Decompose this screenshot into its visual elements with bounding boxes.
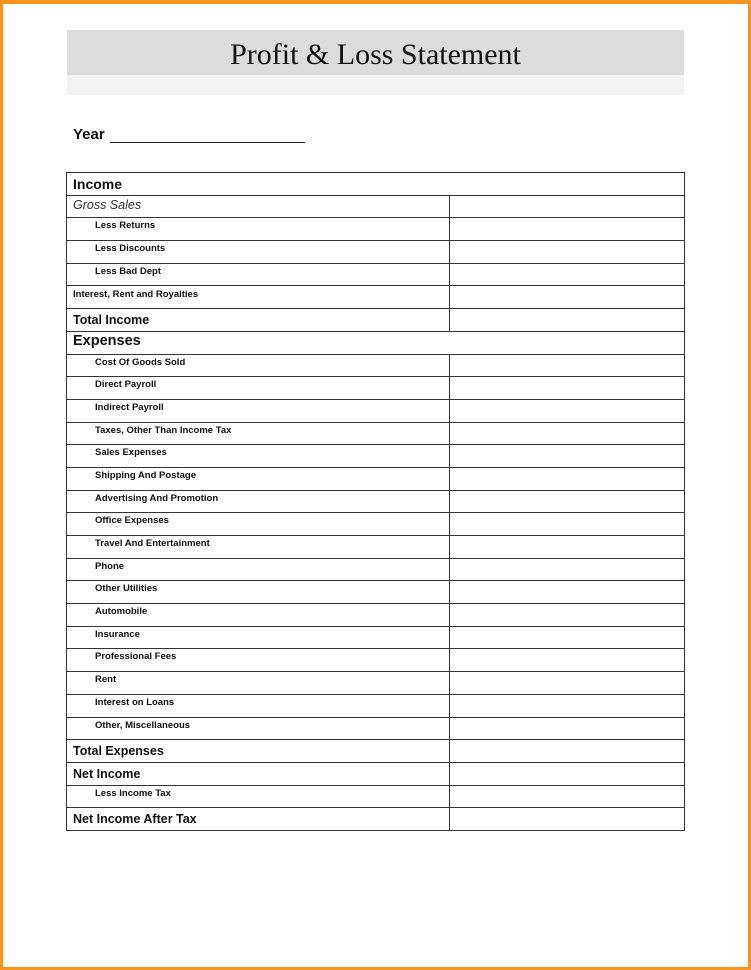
- table-row: [67, 558, 685, 581]
- less-income-tax-row: [67, 785, 685, 808]
- row-label: Professional Fees: [95, 651, 177, 663]
- year-input-line[interactable]: [110, 126, 305, 143]
- table-row: [67, 490, 685, 513]
- row-label: Other Utilities: [95, 583, 158, 595]
- value-cell[interactable]: [450, 513, 685, 536]
- title-band-top: [67, 30, 684, 75]
- row-label: Travel And Entertainment: [95, 538, 210, 549]
- net-after-tax-value[interactable]: [450, 808, 685, 831]
- less-income-tax-label: Less Income Tax: [95, 787, 171, 799]
- value-cell[interactable]: [450, 286, 685, 309]
- value-cell[interactable]: [450, 263, 685, 286]
- net-income-label: Net Income: [73, 766, 141, 781]
- value-cell[interactable]: [450, 626, 685, 649]
- table-row: [67, 422, 685, 445]
- row-label: Phone: [95, 560, 125, 572]
- year-field: [73, 126, 305, 143]
- row-label: Indirect Payroll: [95, 401, 164, 413]
- value-cell[interactable]: [450, 467, 685, 490]
- table-row: [67, 263, 685, 286]
- table-row: [67, 467, 685, 490]
- year-label: Year: [73, 126, 105, 143]
- total-expenses-label: Total Expenses: [73, 744, 164, 759]
- income-header-row: [67, 173, 685, 196]
- row-label: Interest, Rent and Royalties: [73, 289, 199, 301]
- row-label: Interest on Loans: [95, 696, 175, 708]
- value-cell[interactable]: [450, 354, 685, 377]
- expenses-header: Expenses: [73, 332, 141, 349]
- table-row: [67, 536, 685, 559]
- value-cell[interactable]: [450, 445, 685, 468]
- row-label: Less Discounts: [95, 243, 166, 255]
- row-label: Automobile: [95, 606, 148, 618]
- value-cell[interactable]: [450, 558, 685, 581]
- total-expenses-row: [67, 740, 685, 763]
- row-label: Cost Of Goods Sold: [95, 356, 186, 368]
- total-income-label: Total Income: [73, 313, 150, 328]
- value-cell[interactable]: [450, 536, 685, 559]
- net-after-tax-label: Net Income After Tax: [73, 812, 197, 827]
- table-row: [67, 354, 685, 377]
- total-income-row: [67, 309, 685, 332]
- net-income-row: [67, 762, 685, 785]
- table-row: [67, 513, 685, 536]
- title-band: [67, 30, 684, 95]
- income-header: Income: [73, 176, 123, 192]
- value-cell[interactable]: [450, 422, 685, 445]
- table-row: [67, 377, 685, 400]
- row-label: Advertising And Promotion: [95, 492, 219, 504]
- total-expenses-value[interactable]: [450, 740, 685, 763]
- value-cell[interactable]: [450, 581, 685, 604]
- row-label: Insurance: [95, 628, 140, 640]
- table-row: [67, 672, 685, 695]
- table-row: [67, 717, 685, 740]
- table-row: [67, 286, 685, 309]
- value-cell[interactable]: [450, 672, 685, 695]
- pl-table: [66, 172, 685, 831]
- row-label: Taxes, Other Than Income Tax: [95, 424, 232, 436]
- row-label: Office Expenses: [95, 515, 169, 527]
- row-label: Direct Payroll: [95, 379, 157, 391]
- value-cell[interactable]: [450, 195, 685, 218]
- title-band-bottom: [67, 75, 684, 95]
- row-label: Sales Expenses: [95, 447, 167, 459]
- table-row: [67, 581, 685, 604]
- table-row: [67, 694, 685, 717]
- table-row: [67, 649, 685, 672]
- row-label: Less Returns: [95, 220, 156, 232]
- table-row: [67, 399, 685, 422]
- expenses-header-row: [67, 331, 685, 354]
- table-row: [67, 218, 685, 241]
- table-row: [67, 445, 685, 468]
- net-income-value[interactable]: [450, 762, 685, 785]
- net-after-tax-row: [67, 808, 685, 831]
- less-income-tax-value[interactable]: [450, 785, 685, 808]
- row-label: Rent: [95, 674, 117, 686]
- value-cell[interactable]: [450, 490, 685, 513]
- value-cell[interactable]: [450, 604, 685, 627]
- row-label: Other, Miscellaneous: [95, 719, 191, 731]
- value-cell[interactable]: [450, 241, 685, 264]
- value-cell[interactable]: [450, 717, 685, 740]
- document-title: Profit & Loss Statement: [230, 38, 521, 71]
- total-income-value[interactable]: [450, 309, 685, 332]
- table-row: [67, 241, 685, 264]
- value-cell[interactable]: [450, 399, 685, 422]
- row-label: Shipping And Postage: [95, 469, 196, 481]
- table-row: [67, 195, 685, 218]
- value-cell[interactable]: [450, 377, 685, 400]
- row-label: Less Bad Dept: [95, 265, 161, 277]
- row-label: Gross Sales: [73, 197, 142, 212]
- value-cell[interactable]: [450, 649, 685, 672]
- table-row: [67, 626, 685, 649]
- value-cell[interactable]: [450, 218, 685, 241]
- value-cell[interactable]: [450, 694, 685, 717]
- table-row: [67, 604, 685, 627]
